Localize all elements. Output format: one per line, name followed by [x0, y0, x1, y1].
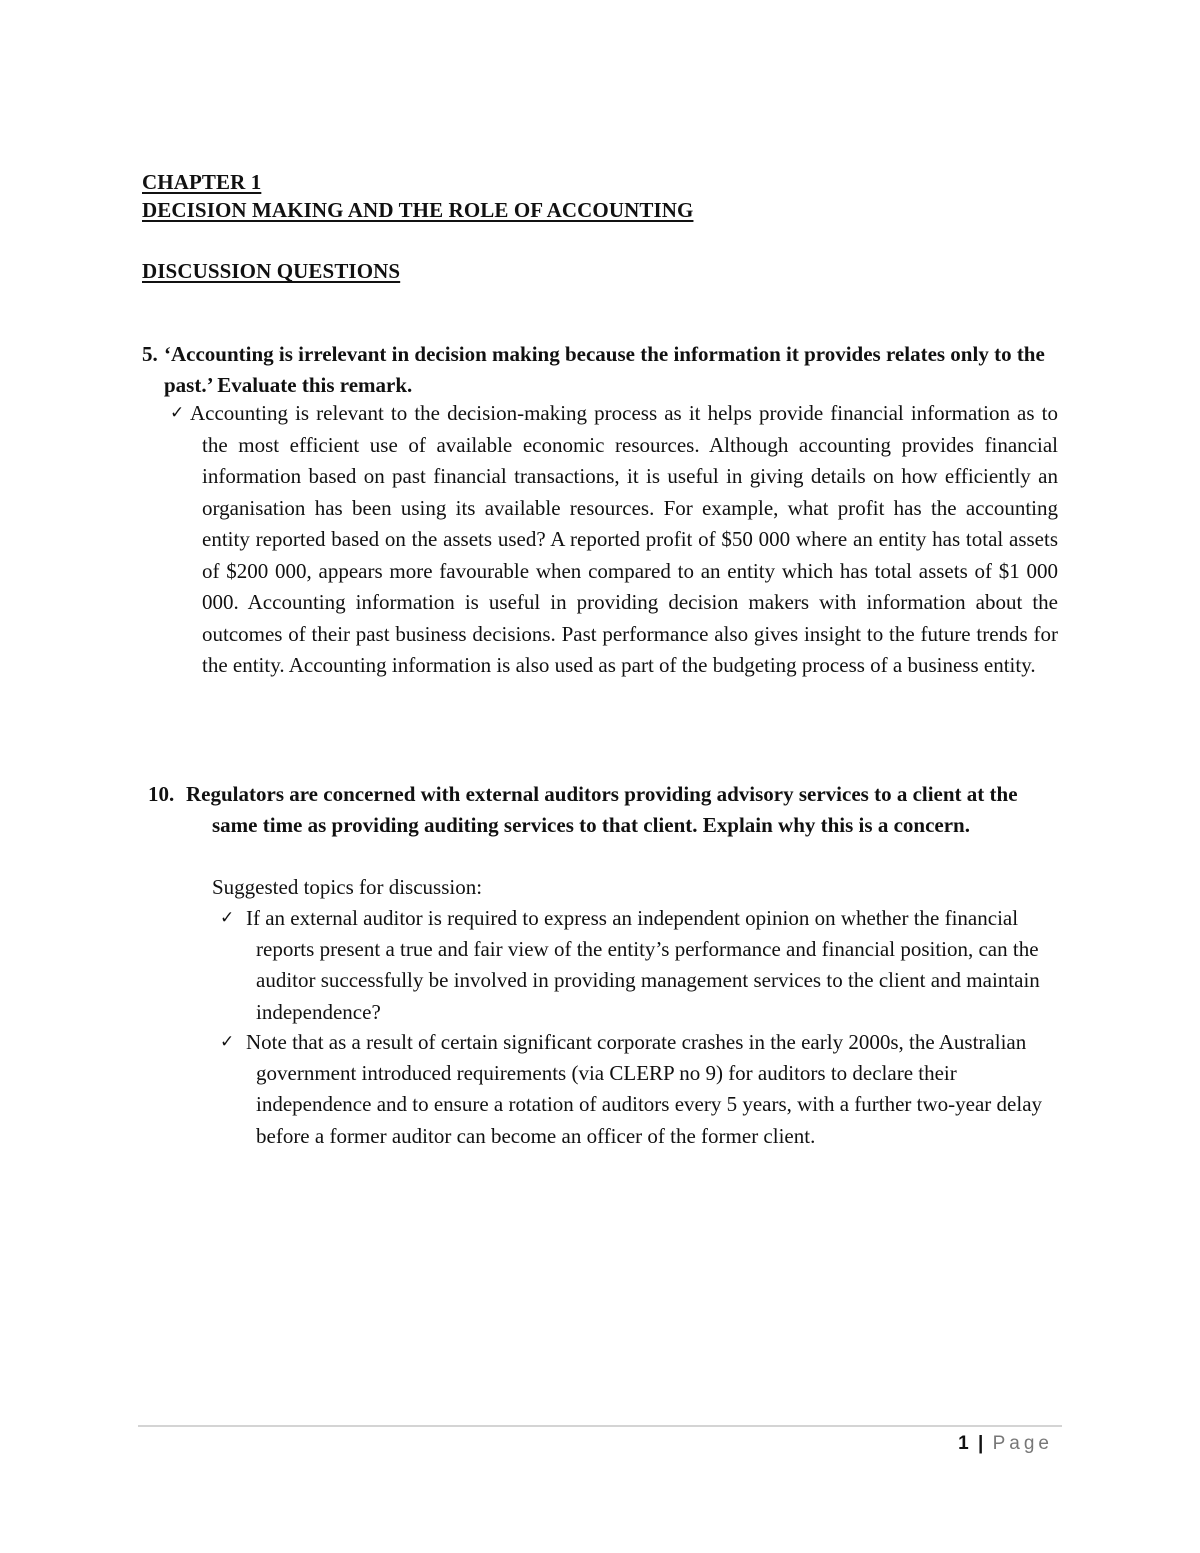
checkmark-icon: ✓: [220, 1032, 235, 1052]
footer-separator: |: [978, 1433, 984, 1454]
page-number: 1: [958, 1433, 969, 1454]
page-footer: [958, 1430, 1053, 1458]
answer-body: Accounting is relevant to the decision-making process as it helps provide financial information as to the most efficient use of available economic resources. Although accounting provides financial information based on past financial transactions, it is useful in giving details on how efficiently an organisation has been using its available resources. For example, what profit has the accounting entity reported based on the assets used? A reported profit of $50 000 where an entity has total assets of $200 000, appears more favourable when compared to an entity which has total assets of $1 000 000. Accounting information is useful in providing decision makers with information about the outcomes of their past business decisions. Past performance also gives insight to the future trends for the entity. Accounting information is also used as part of the budgeting process of a business entity.: [190, 401, 1058, 677]
suggested-topics-label: Suggested topics for discussion:: [212, 875, 483, 899]
question-text-10: [186, 779, 1064, 841]
question-text-5: [164, 339, 1064, 401]
checkmark-icon: ✓: [170, 403, 185, 423]
footer-divider: [138, 1425, 1062, 1427]
chapter-title: DECISION MAKING AND THE ROLE OF ACCOUNTING: [142, 198, 694, 222]
question-number: 10.: [148, 782, 175, 806]
question-text: ‘Accounting is irrelevant in decision making because the information it provides relates only to the past.’ Evaluate this remark.: [164, 342, 1045, 397]
page-label: Page: [992, 1433, 1053, 1454]
checkmark-icon: ✓: [220, 908, 235, 928]
discussion-point-2: Note that as a result of certain significant corporate crashes in the early 2000s, the Australian government introduced requirements (via CLERP no 9) for auditors to declare their independence and to ensure a rotation of auditors every 5 years, with a further two-year delay before a former auditor can become an officer of the former client.: [246, 1030, 1043, 1148]
discussion-point-1: If an external auditor is required to express an independent opinion on whether the financial reports present a true and fair view of the entity’s performance and financial position, can the auditor successfully be involved in providing management services to the client and maintain independence?: [246, 906, 1040, 1024]
answer-text-5: [190, 398, 1058, 682]
question-text: Regulators are concerned with external auditors providing advisory services to a client at the same time as providing auditing services to that client. Explain why this is a concern.: [186, 782, 1018, 837]
section-title: DISCUSSION QUESTIONS: [142, 259, 401, 283]
chapter-number: CHAPTER 1: [142, 170, 262, 194]
question-number: 5.: [142, 342, 158, 366]
